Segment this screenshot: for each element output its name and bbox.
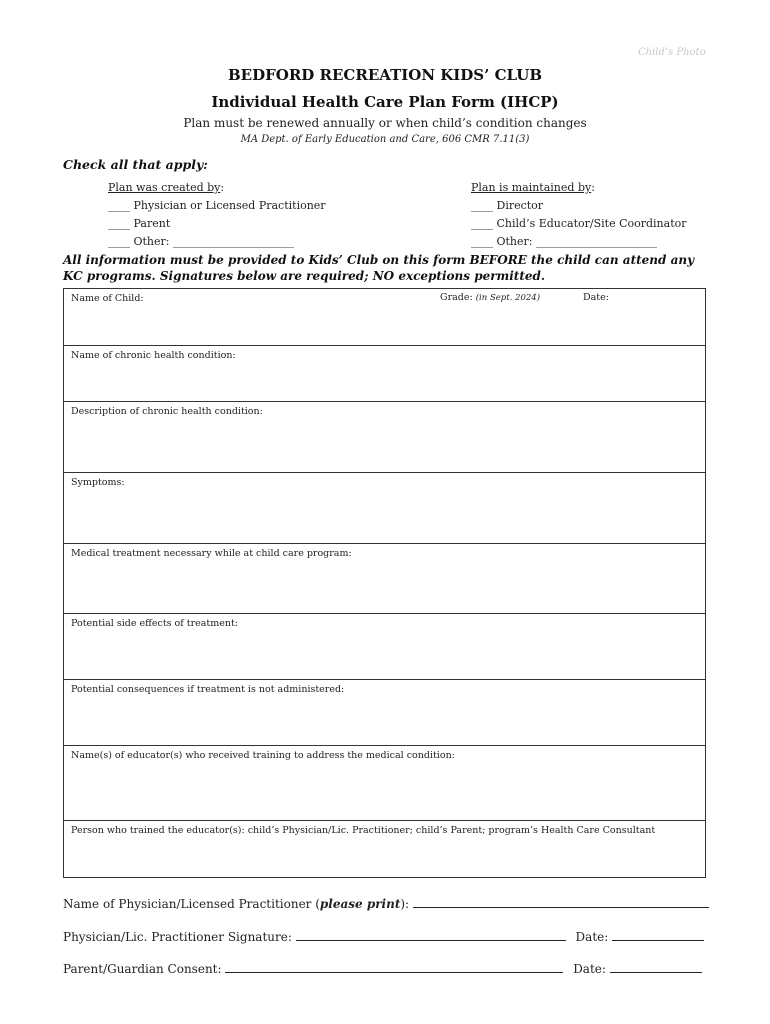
physician-signature-date-input[interactable] xyxy=(612,929,704,941)
symptoms-row[interactable] xyxy=(64,473,705,544)
educators-label: Name(s) of educator(s) who received training to address the medical condition: xyxy=(71,750,455,761)
check-all-heading: Check all that apply: xyxy=(63,157,208,172)
plan-created-by-title: Plan was created by: xyxy=(108,181,225,194)
consequences-label: Potential consequences if treatment is not administered: xyxy=(71,684,345,695)
physician-signature-input[interactable] xyxy=(296,929,566,941)
condition-description-row[interactable] xyxy=(64,402,705,473)
renewal-note: Plan must be renewed annually or when child’s condition changes xyxy=(183,116,587,130)
grade-note: (in Sept. 2024) xyxy=(475,293,541,303)
treatment-label: Medical treatment necessary while at child care program: xyxy=(71,548,352,559)
side-effects-label: Potential side effects of treatment: xyxy=(71,618,239,629)
plan-maintained-by-group xyxy=(471,179,687,251)
plan-created-by-group xyxy=(108,179,326,251)
health-plan-table xyxy=(63,288,706,878)
option-parent[interactable]: ____ Parent xyxy=(108,217,171,230)
plan-maintained-by-title: Plan is maintained by: xyxy=(471,181,595,194)
organization-title: BEDFORD RECREATION KIDS’ CLUB xyxy=(227,66,543,84)
option-other-maintained[interactable]: ____ Other: ______________________ xyxy=(471,235,657,248)
requirement-notice: All information must be provided to Kids’ Club on this form BEFORE the child can attend any KC programs. Signatures below are required; NO exceptions permitted. xyxy=(63,253,695,283)
trainer-label: Person who trained the educator(s): child’s Physician/Lic. Practitioner; child’s Parent; program’s Health Care Consultant xyxy=(71,825,656,836)
option-director[interactable]: ____ Director xyxy=(471,199,544,212)
physician-name-line: Name of Physician/Licensed Practitioner (please print): xyxy=(63,896,709,911)
treatment-row[interactable] xyxy=(64,544,705,614)
parent-consent-date-input[interactable] xyxy=(610,961,702,973)
trainer-row[interactable] xyxy=(64,821,705,877)
childs-photo-placeholder: Child’s Photo xyxy=(638,47,706,58)
consequences-row[interactable] xyxy=(64,680,705,746)
form-title: Individual Health Care Plan Form (IHCP) xyxy=(211,93,559,111)
option-physician[interactable]: ____ Physician or Licensed Practitioner xyxy=(108,199,326,212)
condition-name-row[interactable] xyxy=(64,346,705,402)
physician-signature-line: Physician/Lic. Practitioner Signature: Date: xyxy=(63,929,704,944)
child-name-row[interactable] xyxy=(64,289,705,346)
parent-consent-input[interactable] xyxy=(225,961,563,973)
educators-row[interactable] xyxy=(64,746,705,821)
option-other-created[interactable]: ____ Other: ______________________ xyxy=(108,235,294,248)
parent-consent-line: Parent/Guardian Consent: Date: xyxy=(63,961,702,976)
regulation-reference: MA Dept. of Early Education and Care, 606 CMR 7.11(3) xyxy=(240,134,530,145)
child-name-label: Name of Child: xyxy=(71,293,144,304)
option-educator-coordinator[interactable]: ____ Child’s Educator/Site Coordinator xyxy=(471,217,687,230)
symptoms-label: Symptoms: xyxy=(71,477,125,488)
grade-field[interactable]: Grade: (in Sept. 2024) xyxy=(440,292,541,303)
side-effects-row[interactable] xyxy=(64,614,705,680)
condition-description-label: Description of chronic health condition: xyxy=(71,406,263,417)
condition-name-label: Name of chronic health condition: xyxy=(71,350,236,361)
physician-name-input[interactable] xyxy=(413,896,709,908)
date-field[interactable]: Date: xyxy=(583,292,609,303)
